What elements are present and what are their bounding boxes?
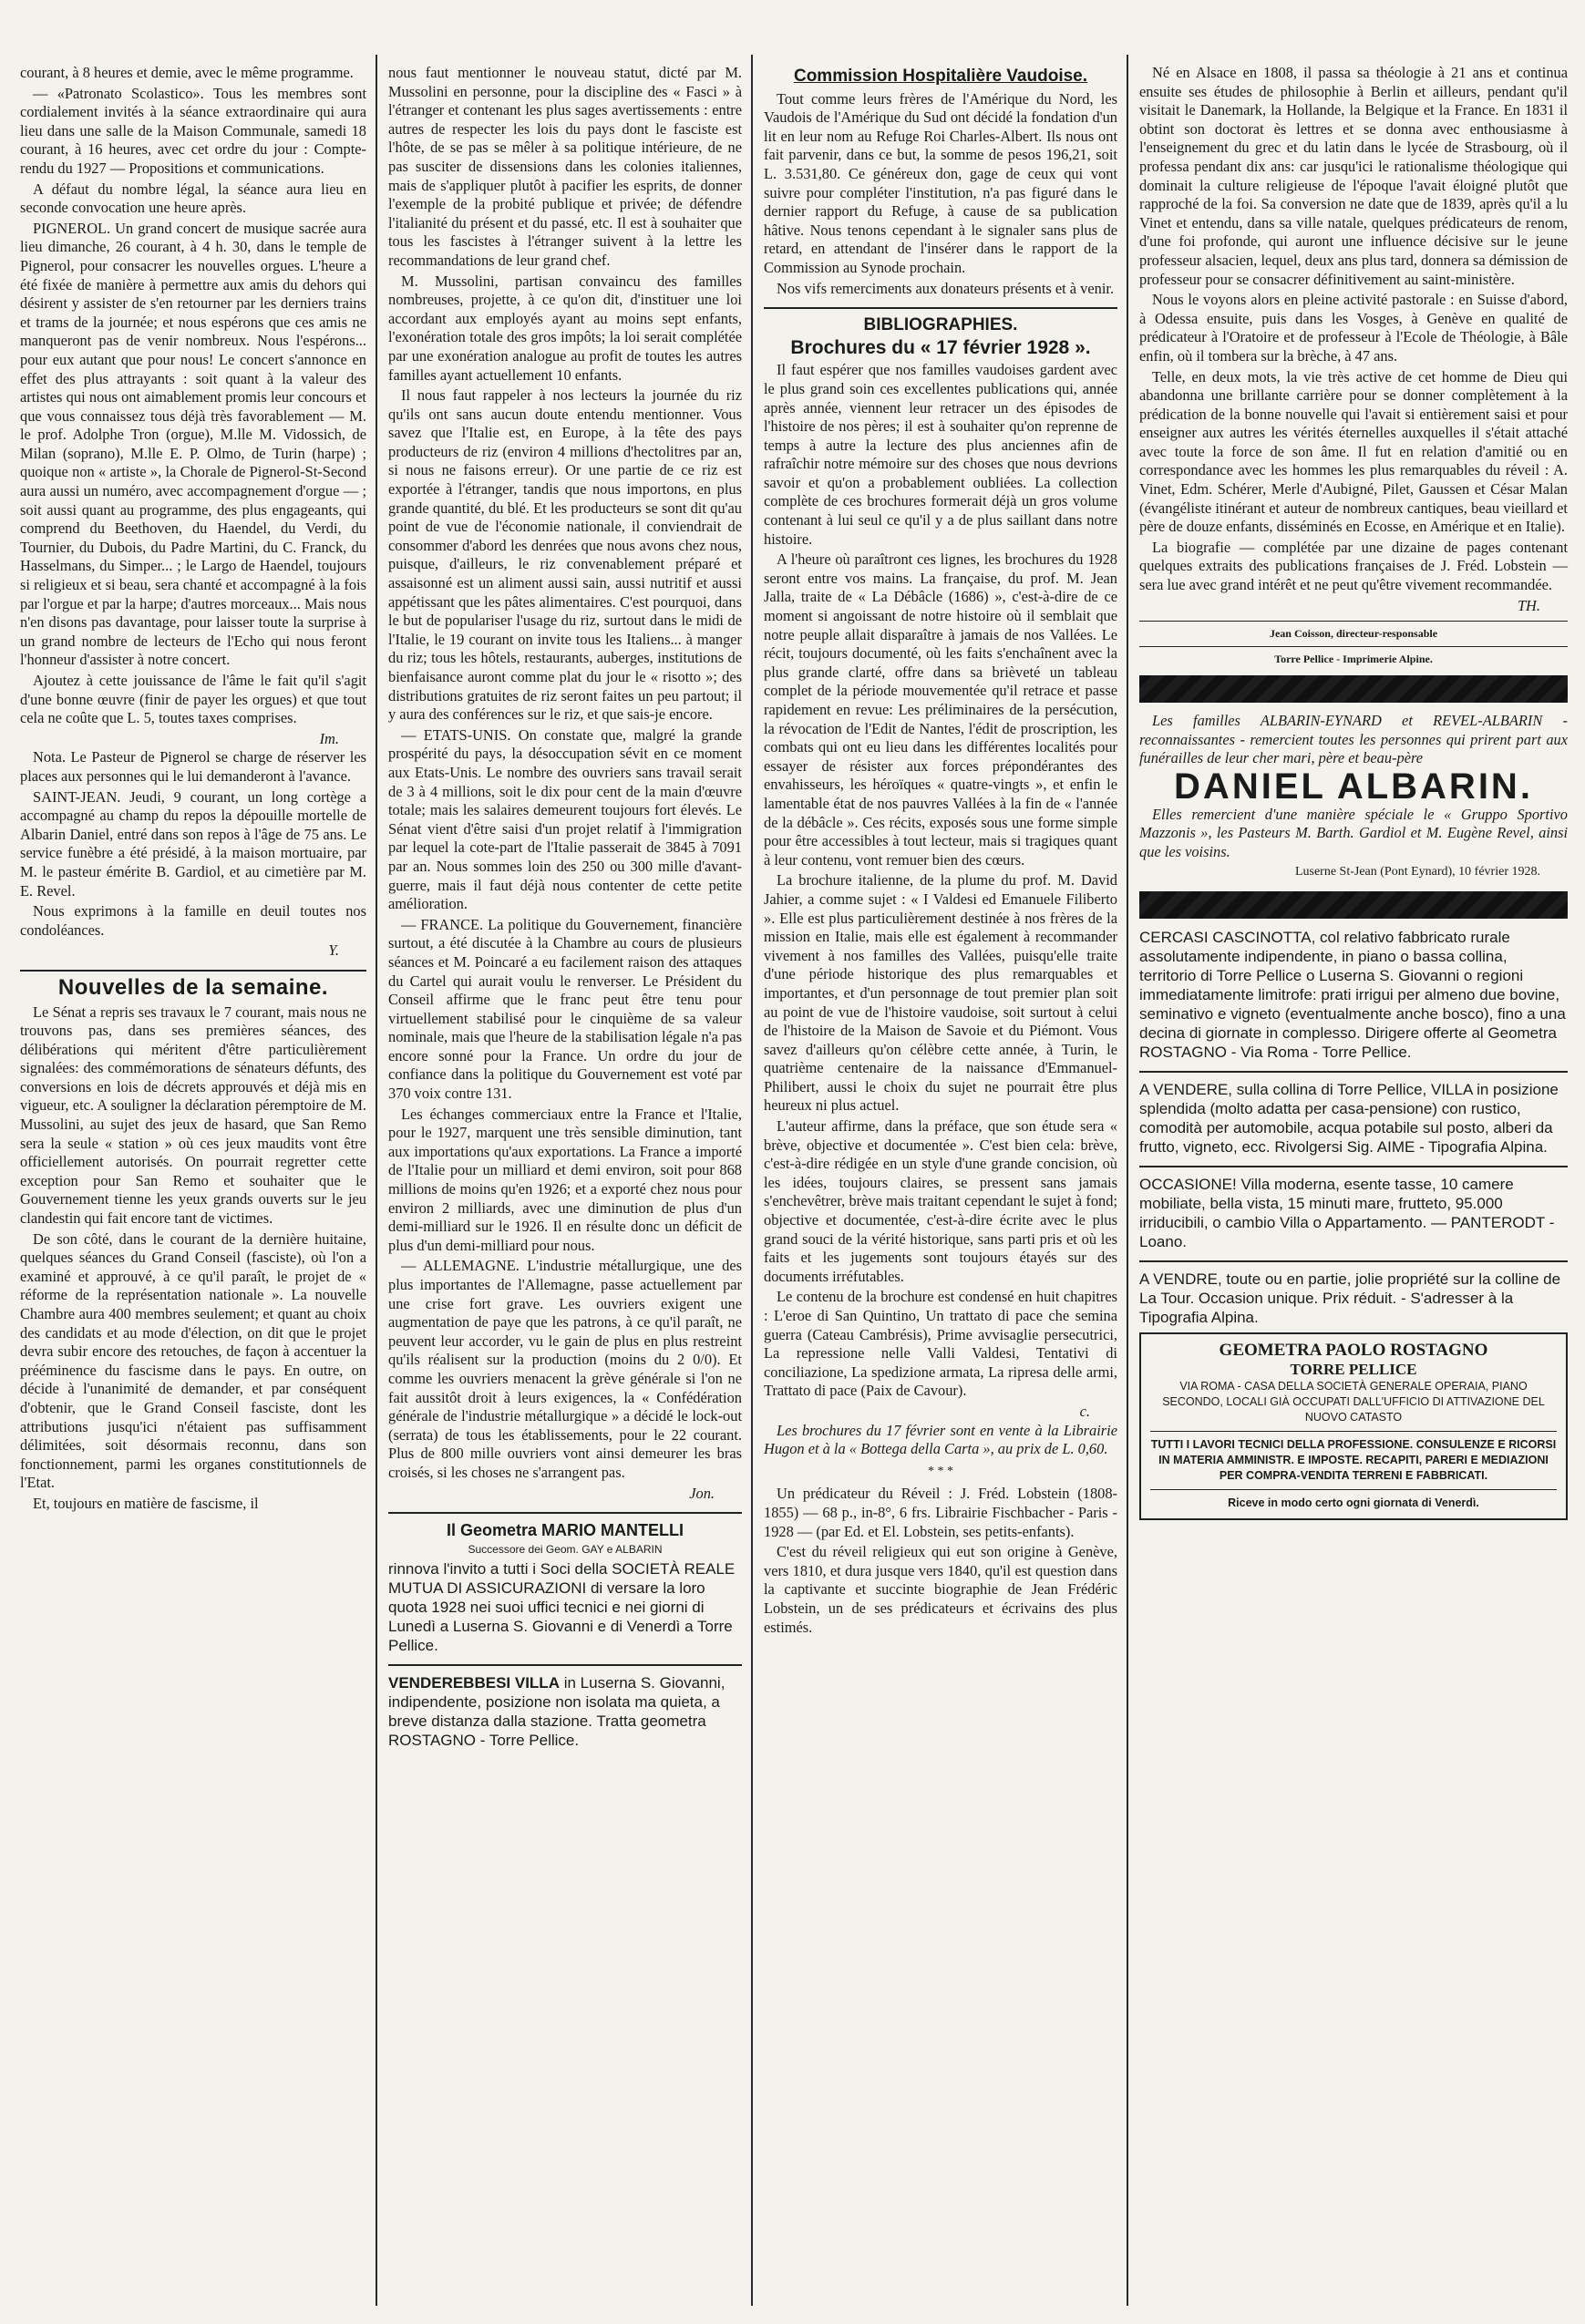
article-title: Brochures du « 17 février 1928 ». <box>790 336 1091 358</box>
paragraph: nous faut mentionner le nouveau statut, dicté par M. Mussolini en personne, pour la discipline des « Fasci » à l'étranger et contenant les plus sages avertissements : entre autres de respecter les lois du pays dont le fasciste est l'hôte, de se pas se mêler à sa politique intérieure, de ne pas susciter de dissensions dans les colonies italiennes, mais de s'appliquer plutôt à pacifier les esprits, de donner l'exemple de la probité publique et privée; de défendre l'italianité du présent et du passé, etc. Il est à souhaiter que tous les fascistes à l'étranger suivent à la lettre les recommandations de leur grand chef. <box>388 64 742 269</box>
box-subtitle: TORRE PELLICE <box>1290 1360 1417 1378</box>
column-rule <box>1127 55 1128 2306</box>
divider <box>1139 646 1568 647</box>
ad-rostagno-box <box>1139 1332 1568 1520</box>
divider <box>1139 1260 1568 1262</box>
column-rule <box>751 55 753 2306</box>
divider <box>388 1664 742 1666</box>
paragraph: — ETATS-UNIS. On constate que, malgré la grande prospérité du pays, la désoccupation sévit en ce moment aux Etats-Unis. Le nombre des ouvriers sans travail serait de 3 à 4 millions, soit le dix pour cent de la main d'œuvre totale; mais les salaires demeurent toujours fort élevés. Le Sénat vient d'être saisi d'un projet relatif à l'immigration par lequel la cote-part de l'Italie passerait de 3845 à 7091 par an. Nous sommes loin des 250 ou 300 mille d'avant-guerre, mais il faut déjà nous contenter de cette petite amélioration. <box>388 725 742 913</box>
paragraph: Nos vifs remerciments aux donateurs présents et à venir. <box>777 279 1115 297</box>
advertisement-mantelli <box>388 1521 742 1655</box>
paragraph: La brochure italienne, de la plume du prof. M. David Jahier, a comme sujet : « I Valdesi ed Emanuele Filiberto ». Elle est plus particulièrement destinée à nos frères de la mission en Italie, mais elle est également à recommander vivement à nos familles des Vallées, puisqu'elle traite d'une période historique des plus remarquables et importantes, et d'un personnage de tout premier plan soit au point de vue de l'histoire vaudoise, soit surtout à celui de l'histoire de la Maison de Savoie et du Piémont. Vous savez d'ailleurs qu'on célèbre cette année, à Turin, le quatrième centenaire de la naissance d'Emmanuel-Philibert, aussi le choix du sujet ne pourrait être plus heureux ni plus actuel. <box>764 871 1117 1115</box>
column-2 <box>388 64 742 1755</box>
paragraph: Tout comme leurs frères de l'Amérique du Nord, les Vaudois de l'Amérique du Sud ont décidé la fondation d'un lit en leur nom au Refuge Roi Charles-Albert. Ils nous ont fait parvenir, dans ce but, la somme de pesos 196,21, soit L. 3.531,80. Ce généreux don, gage de ceux qui vont suivre pour compléter l'institution, n'a pas figuré dans le dernier rapport du Refuge, à cause de sa publication hâtive. Nous tenons cependant à le signaler sans plus de retard, en attendant de l'insérer dans le rapport de la Commission au Synode prochain. <box>764 89 1117 276</box>
column-1 <box>20 64 366 1516</box>
separator-stars: * * * <box>928 1464 953 1478</box>
divider <box>1150 1431 1557 1432</box>
paragraph: Le contenu de la brochure est condensé en huit chapitres : L'eroe di San Quintino, Un trattato di pace che semina guerra (Cateau Cambrésis), Prime avvisaglie persecutrici, La repressione nelle Valli Valdesi, Tentativi di conciliazione, La spedizione armata, La ripresa delle armi, Trattato di pace (Paix de Cavour). <box>764 1288 1117 1400</box>
obituary-thanks: Elles remercient d'une manière spéciale le « Gruppo Sportivo Mazzonis », les Pasteurs M. Barth. Gardiol et M. Eugène Revel, ainsi que les voisins. <box>1139 805 1568 860</box>
mourning-bar <box>1139 675 1568 703</box>
paragraph: — ALLEMAGNE. L'industrie métallurgique, une des plus importantes de l'Allemagne, passe actuellement par une crise fort grave. Les ouvriers exigent une augmentation de paye que les patrons, à ce qu'il paraît, ne peuvent leur accorder, vu le gain de plus en plus restreint qu'ils réalisent sur la production (moins du 2 0/0). Et comme les ouvriers menacent la grève générale si l'on ne fait aussitôt droit à leurs exigences, la « Confédération générale de l'industrie métallurgique » a décidé le lock-out (serrata) de tous les établissements, pour le 22 courant. Plus de 800 mille ouvriers vont ainsi demeurer les bras croisés, si les choses ne s'arrangent pas. <box>388 1257 742 1481</box>
box-footer: Riceve in modo certo ogni giornata di Venerdì. <box>1228 1496 1479 1510</box>
ad-title: Il Geometra MARIO MANTELLI <box>446 1521 684 1540</box>
divider <box>20 970 366 972</box>
paragraph: PIGNEROL. Un grand concert de musique sacrée aura lieu dimanche, 26 courant, à 4 h. 30, dans le temple de Pignerol, pour consacrer les nouvelles orgues. L'heure a été fixée de manière à permettre aux amis du dehors qui désirent y assister de s'en retourner par les derniers trains et trams de la journée; et nous espérons que ces amis ne manqueront pas de venir nombreux. Nous l'espérons... pour eux autant que pour nous! Le concert s'annonce en effet des plus attrayants : soit quant à la valeur des artistes qui nous ont aimablement promis leur concours et que vous connaissez tous déjà très favorablement — M. le prof. Adolphe Tron (orgue), M.lle M. Vidossich, de Milan (soprano), M.lle E. P. Olmo, de Turin (harpe) ; quoique non « artiste », la Chorale de Pignerol-St-Second aura aussi un numéro, avec accompagnement d'orgue — ; soit aussi quant au programme, des plus engageants, qui comprend du Beethoven, du Haendel, du Verdi, du Tournier, du Dubois, du Padre Martini, du C. Franck, du Hasselmans, du Simper... ; le Largo de Haendel, toujours si religieux et si beau, sera chanté et accompagné à la fois par l'orgue et par la harpe; d'autres morceaux... Mais nous n'en disons pas davantage, pour laisser toute la surprise à un grand nombre de lecteurs de l'Echo qui nous feront l'honneur d'assister à notre concert. <box>20 219 366 669</box>
ad-body: rinnova l'invito a tutti i Soci della SOCIETÀ REALE MUTUA DI ASSICURAZIONI di versare la loro quota 1928 nei suoi uffici tecnici e nei giorni di Lunedì a Luserna S. Giovanni e di Venerdì a Torre Pellice. <box>388 1560 736 1655</box>
divider <box>764 307 1117 309</box>
paragraph: Telle, en deux mots, la vie très active de cet homme de Dieu qui abandonna une brillante carrière pour se donner complètement à la prédication de la bonne nouvelle qui l'avait si entièrement saisi et pour enseigner aux autres les vérités éternelles auxquelles il s'était attaché avec toute la force de son âme. Il fut en relation d'amitié ou en correspondance avec les hommes les plus remarquables du réveil : A. Vinet, Edm. Schérer, Merle d'Aubigné, Pilet, Gaussen et César Malan (évangéliste itinérant et auteur de nombreux cantiques, beau vieillard et père de douze enfants, disséminés en Ecosse, en Amérique et en Italie). <box>1139 367 1568 536</box>
paragraph: Nous exprimons à la famille en deuil toutes nos condoléances. <box>20 902 366 939</box>
divider <box>1139 621 1568 622</box>
ad-vendre: A VENDRE, toute ou en partie, jolie propriété sur la colline de La Tour. Occasion unique. Prix réduit. - S'adresser à la Tipografia Alpina. <box>1139 1270 1561 1326</box>
dateline: Luserne St-Jean (Pont Eynard), 10 février 1928. <box>1294 865 1540 879</box>
paragraph: Il nous faut rappeler à nos lecteurs la journée du riz qu'ils ont sans aucun doute entendu mentionner. Vous savez que l'Italie est, en Europe, à la tête des pays producteurs de riz (environ 4 millions d'hectolitres par an, si nous ne faisons erreur). Or une partie de ce riz est exportée à l'étranger, tandis que nous importons, en plus grande quantité, du blé. Et les producteurs se sont dit qu'au point de vue de l'économie nationale, il conviendrait de consommer d'abord les denrées que nous avons chez nous, puisque, d'ailleurs, le riz convenablement préparé et assaisonné est un aliment aussi sain, aussi nutritif et aussi appétissant que les pâtes alimentaires. C'est pourquoi, dans le but de populariser l'usage du riz, surtout dans le midi de l'Italie, le 19 courant on invite tous les Italiens... à manger du riz; tous les hôtels, restaurants, auberges, institutions de bienfaisance auront comme plat du jour le « risotto »; des distributions gratuites de riz seront faites un peu partout; il y aura des conférences sur le riz, et que sais-je encore. <box>388 386 742 724</box>
paragraph: C'est du réveil religieux qui eut son origine à Genève, vers 1810, et dura jusque vers 1840, qu'il est question dans la captivante et succinte biographie de Jean Frédéric Lobstein, un de ses prédicateurs et écrivains des plus estimés. <box>764 1543 1117 1636</box>
paragraph: A l'heure où paraîtront ces lignes, les brochures du 1928 seront entre vos mains. La française, du prof. M. Jean Jalla, traite de « La Débâcle (1686) », c'est-à-dire de ce moment si angoissant de notre histoire où il semblait que notre peuple allait disparaître à jamais de nos Vallées. Le récit, toujours documenté, où les faits s'enchaînent avec la plus grande clarté, offre dans sa brièveté un tableau complet de la période mouvementée qu'il retrace et passe rapidement en revue: Les préliminaires de la persécution, la révocation de l'Edit de Nantes, l'édit de proscription, les combats qui ont eu lieu dans les différentes localités pour essayer de résister aux forces prépondérantes des envahisseurs, les héroïques « quatre-vingts », et enfin le lamentable état de nos pauvres Vallées à la fin de « l'année de la débâcle ». Ces récits, exposés sous une forme simple pour être accessibles à tout lecteur, mais si tragiques quant à leur contenu, vont remuer bien des cœurs. <box>764 550 1117 869</box>
paragraph: L'auteur affirme, dans la préface, que son étude sera « brève, objective et documentée ». C'est bien cela: brève, c'est-à-dire rédigée en un style d'une grande concision, où les idées, toujours claires, se pressent sans jamais s'enchevêtrer, brève mais traitant cependant le sujet à fond; objective et documentée, c'est-à-dire écrite avec le plus grand souci de la vérité historique, sans parti pris et où les faits et les jugements sont toujours étayés sur des documents irréfutables. <box>764 1117 1117 1285</box>
paragraph: Un prédicateur du Réveil : J. Fréd. Lobstein (1808-1855) — 68 p., in-8°, 6 frs. Librairie Fischbacher - Paris - 1928 — (par Ed. et El. Lobstein, ses petits-enfants). <box>764 1485 1117 1540</box>
obituary-thanks: Les familles ALBARIN-EYNARD et REVEL-ALBARIN - reconnaissantes - remercient toutes les personnes qui prirent part aux funérailles de leur cher mari, père et beau-père <box>1139 712 1568 767</box>
ad-subtitle: Successore dei Geom. GAY e ALBARIN <box>468 1543 663 1557</box>
box-title: GEOMETRA PAOLO ROSTAGNO <box>1219 1340 1488 1360</box>
signature: TH. <box>1517 596 1540 614</box>
paragraph: SAINT-JEAN. Jeudi, 9 courant, un long cortège a accompagné au champ du repos la dépouille mortelle de Albarin Daniel, entré dans son repos à l'âge de 75 ans. Le service funèbre a été présidé, à la maison mortuaire, par M. le pasteur émérite B. Gardiol, et au cimetière par M. E. Revel. <box>20 787 366 900</box>
section-title: BIBLIOGRAPHIES. <box>863 315 1018 335</box>
divider <box>1139 1071 1568 1073</box>
section-title: Nouvelles de la semaine. <box>57 974 329 1000</box>
imprint: Jean Coisson, directeur-responsable <box>1269 627 1438 641</box>
paragraph: Nous le voyons alors en pleine activité pastorale : en Suisse d'abord, à Odessa ensuite, puis dans les Vosges, à Genève en qualité de prédicateur à l'Oratoire et de professeur à l'Ecole de Théologie, à Bâle enfin, où il tombera sur la brèche, à 47 ans. <box>1139 291 1568 365</box>
ad-vendere: A VENDERE, sulla collina di Torre Pellice, VILLA in posizione splendida (molto adatta per casa-pensione) con rustico, comodità per automobile, acqua potabile sul posto, alberi da frutto, vigneto, ecc. Rivolgersi Sig. AIME - Tipografia Alpina. <box>1139 1080 1559 1156</box>
signature: Jon. <box>689 1484 715 1502</box>
paragraph: A défaut du nombre légal, la séance aura lieu en seconde convocation une heure après. <box>20 180 366 217</box>
mourning-bar <box>1139 891 1568 919</box>
ad-title: VENDEREBBESI VILLA <box>388 1674 560 1692</box>
paragraph: Né en Alsace en 1808, il passa sa théologie à 21 ans et continua ensuite ses études de philosophie à Berlin et ailleurs, pendant qu'il visitait le Danemark, la Hollande, la Belgique et la France. En 1831 il obtint son doctorat ès lettres et se donna avec enthousiasme à l'enseignement du grec et du latin dans le lycée de Strasbourg, où il professa pendant dix ans: car jusqu'ici le rationalisme théologique qui dominait la culture religieuse de l'époque l'avait éloigné plutôt que rapproché de la foi. Sa conversion ne date que de 1839, après qu'il a lu Vinet et entendu, dans sa ville natale, quelques prédicateurs de renom, d'une foi profonde, qui auront une influence décisive sur le jeune professeur alsacien, lequel, deux ans plus tard, donnera sa démission de professeur pour se consacrer définitivement au saint-ministère. <box>1139 64 1568 288</box>
ad-occasione: OCCASIONE! Villa moderna, esente tasse, 10 camere mobiliate, bella vista, 15 minuti mare, frutteto, 95.000 irriducibili, o cambio Villa o Appartamento. — PANTERODT - Loano. <box>1139 1175 1555 1250</box>
divider <box>388 1512 742 1514</box>
paragraph: Nota. Le Pasteur de Pignerol se charge de réserver les places aux personnes qui le lui demanderont à l'avance. <box>20 748 366 785</box>
imprint: Torre Pellice - Imprimerie Alpine. <box>1274 653 1433 666</box>
divider <box>1139 1166 1568 1167</box>
paragraph: Les brochures du 17 février sont en vente à la Librairie Hugon et à la « Bottega della Carta », au prix de L. 0,60. <box>764 1421 1117 1458</box>
signature: Y. <box>328 941 339 960</box>
paragraph: courant, à 8 heures et demie, avec le même programme. <box>20 64 354 81</box>
ad-cercasi: CERCASI CASCINOTTA, col relativo fabbricato rurale assolutamente indipendente, in piano o bassa collina, territorio di Torre Pellice o Luserna S. Giovanni o regioni immediatamente limitrofe: prati irrigui per almeno due bovine, seminativo e vigneto (eventualmente anche bosco), fino a una decina di giornate in complesso. Dirigere offerte al Geometra ROSTAGNO - Via Roma - Torre Pellice. <box>1139 928 1566 1061</box>
ad-body: in Luserna S. Giovanni, indipendente, posizione non isolata ma quieta, a breve distanza dalla stazione. Tratta geometra ROSTAGNO - Torre Pellice. <box>388 1674 726 1750</box>
signature: c. <box>1079 1402 1090 1420</box>
column-4 <box>1139 64 1568 1526</box>
deceased-name: DANIEL ALBARIN. <box>1174 766 1533 807</box>
column-rule <box>376 55 377 2306</box>
paragraph: Il faut espérer que nos familles vaudoises gardent avec le plus grand soin ces excellentes publications qui, année après année, viennent leur retracer un des épisodes de l'histoire de nos pères; il est à souhaiter qu'on reprenne de temps à autre la lecture des plus anciennes afin de rafraîchir notre mémoire sur des choses que nous devrions savoir et qu'on a probablement oubliées. La collection complète de ces brochures formerait déjà un gros volume contenant à lui seul ce qu'il y a de plus saillant dans notre histoire. <box>764 361 1117 548</box>
paragraph: Et, toujours en matière de fascisme, il <box>33 1494 259 1512</box>
advertisement-villa <box>388 1673 742 1750</box>
box-body: TUTTI I LAVORI TECNICI DELLA PROFESSIONE. CONSULENZE E RICORSI IN MATERIA AMMINISTR. E IMPOSTE. RECAPITI, PARERI E MEDIAZIONI PER COMPRA-VENDITA TERRENI E FABBRICATI. <box>1150 1438 1557 1483</box>
paragraph: — «Patronato Scolastico». Tous les membres sont cordialement invités à la séance extraordinaire qui aura lieu dans une salle de la Maison Communale, samedi 18 courant, à 16 heures, avec cet ordre du jour : Compte-rendu du 1927 — Propositions et communications. <box>20 84 366 177</box>
paragraph: Les échanges commerciaux entre la France et l'Italie, pour le 1927, marquent une très sensible diminution, tant aux importations qu'aux exportations. La France a importé de l'Italie pour un milliard et demi environ, soit pour 868 millions de moins qu'en 1926; et a exporté chez nous pour environ 2 milliards, avec une diminution de plus d'un demi-milliard sur le 1926. Il en résulte donc un déficit de plus d'un demi-milliard pour nous. <box>388 1105 742 1254</box>
divider <box>1150 1489 1557 1490</box>
column-3 <box>764 64 1117 1639</box>
paragraph: La biografie — complétée par une dizaine de pages contenant quelques extraits des publications françaises de J. Fréd. Lobstein — sera lue avec grand intérêt et ne peut qu'être vivement recommandée. <box>1139 538 1568 594</box>
signature: Im. <box>319 729 339 747</box>
paragraph: Le Sénat a repris ses travaux le 7 courant, mais nous ne trouvons pas, dans ses premières séances, des délibérations qui méritent d'être particulièrement signalées: des commémorations de sénateurs défunts, des conversions en lois de décrets approuvés et déjà mis en vigueur, etc. A souligner la déclaration péremptoire de M. Mussolini, au sujet des jeux de hasard, que San Remo sera la seule « station » où ces jeux maudits vont être officiellement autorisés. On pourrait regretter cette exception pour San Remo et souhaiter que le Gouvernement tienne les yeux grands ouverts sur le jeu clandestin qui fait encore tant de victimes. <box>20 1003 366 1228</box>
paragraph: — FRANCE. La politique du Gouvernement, financière surtout, a été discutée à la Chambre au cours de plusieurs séances et M. Poincaré a eu facilement raison des attaques du Cartel qui aurait voulu le renverser. Le Président du Conseil affirme que le franc peut être tenu pour virtuellement stabilisé pour le cinquième de sa valeur nominale, mais que l'heure de la stabilisation légale n'a pas encore sonné pour la France. Un ordre du jour de confiance dans la politique du Gouvernement est voté par 370 voix contre 131. <box>388 915 742 1103</box>
box-address: VIA ROMA - CASA DELLA SOCIETÀ GENERALE OPERAIA, PIANO SECONDO, LOCALI GIÀ OCCUPATI DALL'UFFICIO DI ATTIVAZIONE DEL NUOVO CATASTO <box>1162 1380 1545 1424</box>
paragraph: M. Mussolini, partisan convaincu des familles nombreuses, projette, à ce qu'on dit, d'instituer une loi accordant aux employés ayant au moins sept enfants, l'exonération totale des gros impôts; la loi serait complétée par une exonération analogue au profit de toutes les autres familles ayant actuellement 10 enfants. <box>388 272 742 384</box>
paragraph: De son côté, dans le courant de la dernière huitaine, quelques séances du Grand Conseil (fasciste), où l'on a examiné et approuvé, à ce qu'il paraît, le projet de « réforme de la représentation nationale ». La nouvelle Chambre aura 400 membres seulement; et quant au choix des candidats et au mode d'élection, on dit que le projet devra subir encore des retouches, de façon à accentuer la prééminence du fascisme dans le pays. En outre, on décide à l'unanimité de demander, et par conséquent d'obtenir, que le Grand Conseil fasciste, dont les attributions jusqu'ici n'étaient pas suffisamment délimitées, soit désormais reconnu, dans son fonctionnement, parmi les organes constitutionnels de l'Etat. <box>20 1229 366 1492</box>
article-title: Commission Hospitalière Vaudoise. <box>793 67 1088 86</box>
paragraph: Ajoutez à cette jouissance de l'âme le fait qu'il s'agit d'une bonne œuvre (finir de payer les orgues) et que tout cela ne coûte que L. 5, toutes taxes comprises. <box>20 672 366 727</box>
